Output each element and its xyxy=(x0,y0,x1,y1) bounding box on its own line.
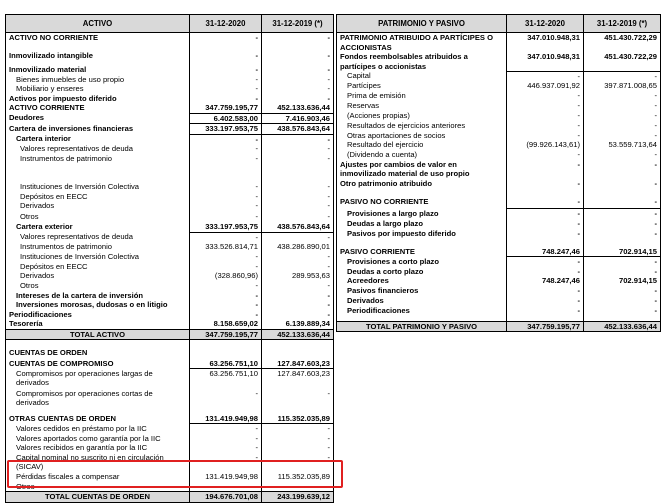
value-2019: 452.133.636,44 xyxy=(584,321,661,332)
table-row xyxy=(337,209,661,219)
row-label: CUENTAS DE COMPROMISO xyxy=(6,359,190,369)
row-label: Ajustes por cambios de valor en inmovilizado material de uso propio xyxy=(337,160,507,179)
value-2019: 127.847.603,23 xyxy=(262,369,334,389)
value-2019: - xyxy=(262,154,334,182)
value-2020: - xyxy=(190,33,262,51)
table-row xyxy=(337,71,661,81)
row-label: (Acciones propias) xyxy=(337,111,507,121)
value-2020: - xyxy=(190,154,262,182)
table-row xyxy=(6,113,334,124)
value-2019: - xyxy=(584,101,661,111)
value-2019: - xyxy=(262,252,334,262)
value-2020: - xyxy=(190,252,262,262)
value-2019: 127.847.603,23 xyxy=(262,359,334,369)
table-row xyxy=(6,201,334,212)
row-label: Cartera de inversiones financieras xyxy=(6,124,190,135)
row-label: Deudores xyxy=(6,113,190,124)
row-label: Tesorería xyxy=(6,319,190,329)
row-label: Instituciones de Inversión Colectiva xyxy=(6,182,190,192)
value-2020: - xyxy=(190,443,262,453)
table-row xyxy=(6,359,334,369)
row-label: Provisiones a corto plazo xyxy=(337,257,507,267)
table-row xyxy=(337,81,661,91)
value-2020: - xyxy=(190,232,262,242)
value-2019: - xyxy=(262,232,334,242)
table-row xyxy=(337,160,661,179)
table-row xyxy=(337,179,661,197)
header-row xyxy=(6,15,334,33)
header-patrimonio-pasivo: PATRIMONIO Y PASIVO xyxy=(337,15,507,33)
value-2019: - xyxy=(262,262,334,272)
value-2019: - xyxy=(262,434,334,444)
row-label: Capital nominal no suscrito ni en circulación (SICAV) xyxy=(6,453,190,472)
table-row xyxy=(6,369,334,389)
row-label: Pérdidas fiscales a compensar xyxy=(6,472,190,482)
row-label: Compromisos por operaciones largas de derivados xyxy=(6,369,190,389)
row-label: Instrumentos de patrimonio xyxy=(6,154,190,182)
table-row xyxy=(6,33,334,51)
value-2019: - xyxy=(262,201,334,212)
value-2020: - xyxy=(190,281,262,291)
value-2020: - xyxy=(507,219,584,229)
value-2019: 115.352.035,89 xyxy=(262,472,334,482)
value-2020: - xyxy=(507,71,584,81)
table-row xyxy=(6,103,334,113)
value-2019: - xyxy=(584,71,661,81)
value-2020: - xyxy=(190,134,262,144)
row-label: Instrumentos de patrimonio xyxy=(6,242,190,252)
row-label: CUENTAS DE ORDEN xyxy=(6,348,190,359)
value-2019: 452.133.636,44 xyxy=(262,329,334,340)
value-2019: 397.871.008,65 xyxy=(584,81,661,91)
table-row xyxy=(6,281,334,291)
row-label: Instituciones de Inversión Colectiva xyxy=(6,252,190,262)
value-2019: - xyxy=(584,267,661,277)
value-2020: - xyxy=(507,91,584,101)
value-2019: - xyxy=(262,300,334,310)
value-2019: - xyxy=(262,65,334,75)
value-2020: 333.197.953,75 xyxy=(190,124,262,135)
value-2020: - xyxy=(190,84,262,94)
value-2019: - xyxy=(584,179,661,197)
table-row xyxy=(6,424,334,434)
table-row xyxy=(6,242,334,252)
table-row xyxy=(6,182,334,192)
value-2020: (328.860,96) xyxy=(190,271,262,281)
value-2019: 451.430.722,29 xyxy=(584,33,661,53)
table-row xyxy=(337,257,661,267)
table-row xyxy=(6,262,334,272)
value-2019: 451.430.722,29 xyxy=(584,52,661,71)
value-2020: - xyxy=(190,300,262,310)
value-2020: - xyxy=(190,262,262,272)
value-2020: - xyxy=(507,296,584,306)
row-label: Depósitos en EECC xyxy=(6,262,190,272)
table-row xyxy=(337,286,661,296)
value-2020: - xyxy=(507,286,584,296)
row-label: PASIVO CORRIENTE xyxy=(337,247,507,257)
table-row xyxy=(6,310,334,320)
value-2020: 63.256.751,10 xyxy=(190,369,262,389)
value-2019: 7.416.903,46 xyxy=(262,113,334,124)
row-label: Inmovilizado intangible xyxy=(6,51,190,65)
value-2020: 347.759.195,77 xyxy=(190,329,262,340)
row-label: Periodificaciones xyxy=(337,306,507,321)
table-row xyxy=(337,296,661,306)
value-2020: - xyxy=(507,179,584,197)
table-row xyxy=(6,271,334,281)
value-2019: - xyxy=(584,121,661,131)
value-2019: - xyxy=(584,150,661,160)
row-label: PASIVO NO CORRIENTE xyxy=(337,197,507,209)
value-2019: - xyxy=(262,94,334,104)
value-2020: 347.010.948,31 xyxy=(507,33,584,53)
value-2020: - xyxy=(507,267,584,277)
table-row xyxy=(337,219,661,229)
value-2020: 63.256.751,10 xyxy=(190,359,262,369)
value-2020: - xyxy=(190,201,262,212)
value-2019: - xyxy=(584,229,661,247)
value-2020: 6.402.583,00 xyxy=(190,113,262,124)
value-2019 xyxy=(262,340,334,348)
value-2020: - xyxy=(190,75,262,85)
table-row xyxy=(337,140,661,150)
value-2019: - xyxy=(262,453,334,472)
value-2020: 748.247,46 xyxy=(507,247,584,257)
header-activo: ACTIVO xyxy=(6,15,190,33)
value-2019: 115.352.035,89 xyxy=(262,414,334,424)
value-2020: - xyxy=(507,121,584,131)
row-label: Otros xyxy=(6,482,190,492)
row-label: Partícipes xyxy=(337,81,507,91)
row-label: Compromisos por operaciones cortas de derivados xyxy=(6,389,190,409)
row-label: OTRAS CUENTAS DE ORDEN xyxy=(6,414,190,424)
value-2020: - xyxy=(507,131,584,141)
row-label: Periodificaciones xyxy=(6,310,190,320)
value-2020: 194.676.701,08 xyxy=(190,492,262,503)
row-label: Derivados xyxy=(337,296,507,306)
value-2020: - xyxy=(190,192,262,202)
table-row xyxy=(6,154,334,182)
value-2019: - xyxy=(262,291,334,301)
row-label: Deudas a largo plazo xyxy=(337,219,507,229)
value-2020 xyxy=(190,340,262,348)
table-row xyxy=(337,101,661,111)
table-row xyxy=(337,306,661,321)
row-label: Inmovilizado material xyxy=(6,65,190,75)
row-label: Derivados xyxy=(6,201,190,212)
row-label: TOTAL PATRIMONIO Y PASIVO xyxy=(337,321,507,332)
total-row xyxy=(337,321,661,332)
value-2020: 347.010.948,31 xyxy=(507,52,584,71)
patrimonio-pasivo-rows xyxy=(337,33,661,332)
value-2019 xyxy=(262,348,334,359)
table-row xyxy=(6,124,334,135)
value-2020: - xyxy=(190,94,262,104)
value-2020: (99.926.143,61) xyxy=(507,140,584,150)
row-label: TOTAL ACTIVO xyxy=(6,329,190,340)
value-2020 xyxy=(190,348,262,359)
row-label: Intereses de la cartera de inversión xyxy=(6,291,190,301)
value-2019: 702.914,15 xyxy=(584,247,661,257)
row-label: Valores representativos de deuda xyxy=(6,232,190,242)
value-2020: - xyxy=(190,65,262,75)
value-2019: - xyxy=(584,257,661,267)
row-label: Activos por impuesto diferido xyxy=(6,94,190,104)
table-row xyxy=(6,134,334,144)
row-label: Derivados xyxy=(6,271,190,281)
row-label: Valores aportados como garantía por la IIC xyxy=(6,434,190,444)
row-label: Mobiliario y enseres xyxy=(6,84,190,94)
balance-patrimonio-pasivo-table xyxy=(336,14,661,332)
row-label: Valores cedidos en préstamo por la IIC xyxy=(6,424,190,434)
value-2019: - xyxy=(584,219,661,229)
row-label: Valores representativos de deuda xyxy=(6,144,190,154)
value-2019: - xyxy=(262,281,334,291)
value-2020: - xyxy=(507,306,584,321)
header-year-2019: 31-12-2019 (*) xyxy=(584,15,661,33)
value-2020: 748.247,46 xyxy=(507,276,584,286)
value-2019: 53.559.713,64 xyxy=(584,140,661,150)
value-2020: 347.759.195,77 xyxy=(190,103,262,113)
value-2019: - xyxy=(262,134,334,144)
value-2019: - xyxy=(584,209,661,219)
header-row xyxy=(337,15,661,33)
table-row xyxy=(6,348,334,359)
row-label: Fondos reembolsables atribuidos a partícipes o accionistas xyxy=(337,52,507,71)
row-label: Reservas xyxy=(337,101,507,111)
row-label: Resultado del ejercicio xyxy=(337,140,507,150)
table-row xyxy=(337,91,661,101)
table-row xyxy=(337,111,661,121)
table-row xyxy=(6,434,334,444)
table-row xyxy=(6,252,334,262)
value-2019: 438.576.843,64 xyxy=(262,222,334,232)
header-year-2020: 31-12-2020 xyxy=(507,15,584,33)
row-label: Otras aportaciones de socios xyxy=(337,131,507,141)
value-2019: 452.133.636,44 xyxy=(262,103,334,113)
value-2019: - xyxy=(262,443,334,453)
table-row xyxy=(337,229,661,247)
value-2019: - xyxy=(262,482,334,492)
value-2019: - xyxy=(262,212,334,222)
value-2020: 446.937.091,92 xyxy=(507,81,584,91)
row-label: Capital xyxy=(337,71,507,81)
value-2020: - xyxy=(190,482,262,492)
row-label: Depósitos en EECC xyxy=(6,192,190,202)
row-label: Prima de emisión xyxy=(337,91,507,101)
value-2020: - xyxy=(507,197,584,209)
table-row xyxy=(337,150,661,160)
value-2019: - xyxy=(584,91,661,101)
value-2019: - xyxy=(584,111,661,121)
value-2019: - xyxy=(262,182,334,192)
table-row xyxy=(337,197,661,209)
total-row xyxy=(6,492,334,503)
table-row xyxy=(337,121,661,131)
value-2020: - xyxy=(507,229,584,247)
table-row xyxy=(337,276,661,286)
table-row xyxy=(6,300,334,310)
row-label: Provisiones a largo plazo xyxy=(337,209,507,219)
row-label: Inversiones morosas, dudosas o en litigio xyxy=(6,300,190,310)
value-2020: - xyxy=(190,434,262,444)
total-row xyxy=(6,329,334,340)
row-label: ACTIVO CORRIENTE xyxy=(6,103,190,113)
value-2019: - xyxy=(262,51,334,65)
row-label: (Dividendo a cuenta) xyxy=(337,150,507,160)
value-2019: - xyxy=(584,197,661,209)
row-label: Pasivos financieros xyxy=(337,286,507,296)
row-label: TOTAL CUENTAS DE ORDEN xyxy=(6,492,190,503)
table-row xyxy=(337,52,661,71)
row-label: Resultados de ejercicios anteriores xyxy=(337,121,507,131)
table-row xyxy=(337,33,661,53)
table-row xyxy=(6,75,334,85)
value-2020: - xyxy=(507,111,584,121)
value-2020: - xyxy=(507,160,584,179)
row-label: Otros xyxy=(6,212,190,222)
value-2020: - xyxy=(190,212,262,222)
value-2020: 8.158.659,02 xyxy=(190,319,262,329)
value-2020: - xyxy=(190,144,262,154)
value-2019: - xyxy=(262,33,334,51)
table-row xyxy=(6,212,334,222)
row-label: Deudas a corto plazo xyxy=(337,267,507,277)
row-label: Otro patrimonio atribuido xyxy=(337,179,507,197)
value-2020: - xyxy=(190,310,262,320)
value-2019: 243.199.639,12 xyxy=(262,492,334,503)
value-2020: - xyxy=(190,453,262,472)
value-2020: - xyxy=(507,101,584,111)
value-2019: - xyxy=(262,144,334,154)
value-2019: - xyxy=(584,131,661,141)
value-2020: - xyxy=(190,389,262,409)
row-label: PATRIMONIO ATRIBUIDO A PARTÍCIPES O ACCIONISTAS xyxy=(337,33,507,53)
row-label: Acreedores xyxy=(337,276,507,286)
value-2019: 289.953,63 xyxy=(262,271,334,281)
value-2019: - xyxy=(584,160,661,179)
spacer-row xyxy=(6,340,334,348)
value-2019: - xyxy=(262,424,334,434)
activo-rows xyxy=(6,33,334,503)
value-2019: - xyxy=(262,84,334,94)
value-2020: 131.419.949,98 xyxy=(190,414,262,424)
value-2019: 702.914,15 xyxy=(584,276,661,286)
value-2019: - xyxy=(584,286,661,296)
table-row xyxy=(337,267,661,277)
value-2020: - xyxy=(507,209,584,219)
table-row xyxy=(6,51,334,65)
value-2020: 347.759.195,77 xyxy=(507,321,584,332)
value-2020: 333.197.953,75 xyxy=(190,222,262,232)
value-2020: - xyxy=(190,51,262,65)
value-2020: - xyxy=(190,291,262,301)
table-row xyxy=(6,94,334,104)
table-row xyxy=(6,414,334,424)
value-2019: - xyxy=(262,75,334,85)
row-label: Valores recibidos en garantía por la IIC xyxy=(6,443,190,453)
value-2020: - xyxy=(507,257,584,267)
value-2020: 131.419.949,98 xyxy=(190,472,262,482)
table-row xyxy=(6,319,334,329)
row-label: Pasivos por impuesto diferido xyxy=(337,229,507,247)
value-2019: 438.576.843,64 xyxy=(262,124,334,135)
header-year-2020: 31-12-2020 xyxy=(190,15,262,33)
row-label: ACTIVO NO CORRIENTE xyxy=(6,33,190,51)
value-2020: 333.526.814,71 xyxy=(190,242,262,252)
row-label: Cartera interior xyxy=(6,134,190,144)
table-row xyxy=(6,65,334,75)
row-label xyxy=(6,340,190,348)
value-2019: - xyxy=(262,310,334,320)
table-row xyxy=(337,247,661,257)
table-row xyxy=(6,291,334,301)
table-row xyxy=(6,222,334,232)
value-2019: 438.286.890,01 xyxy=(262,242,334,252)
value-2019: - xyxy=(262,192,334,202)
table-row xyxy=(6,443,334,453)
header-year-2019: 31-12-2019 (*) xyxy=(262,15,334,33)
row-label: Otros xyxy=(6,281,190,291)
value-2020: - xyxy=(507,150,584,160)
table-row xyxy=(6,389,334,409)
value-2020: - xyxy=(190,182,262,192)
balance-activo-table xyxy=(5,14,334,503)
value-2019: 6.139.889,34 xyxy=(262,319,334,329)
highlight-box xyxy=(7,460,343,488)
table-row xyxy=(6,144,334,154)
value-2020: - xyxy=(190,424,262,434)
table-row xyxy=(6,192,334,202)
row-label: Bienes inmuebles de uso propio xyxy=(6,75,190,85)
table-row xyxy=(337,131,661,141)
value-2019: - xyxy=(584,306,661,321)
table-row xyxy=(6,84,334,94)
value-2019: - xyxy=(584,296,661,306)
value-2019: - xyxy=(262,389,334,409)
table-row xyxy=(6,232,334,242)
row-label: Cartera exterior xyxy=(6,222,190,232)
